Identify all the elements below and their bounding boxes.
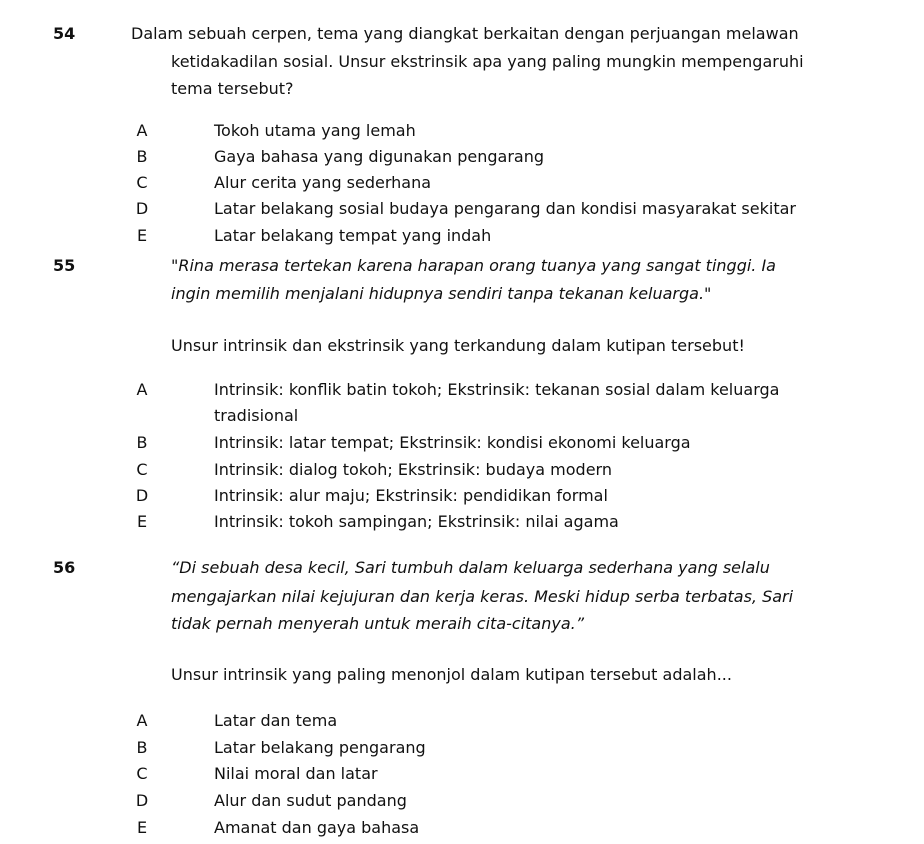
question-55-option-c: Intrinsik: dialog tokoh; Ekstrinsik: budaya modern bbox=[214, 460, 612, 479]
question-56-option-d: Alur dan sudut pandang bbox=[214, 791, 407, 810]
question-55-option-e: Intrinsik: tokoh sampingan; Ekstrinsik: nilai agama bbox=[214, 512, 619, 531]
question-56-prompt: Unsur intrinsik yang paling menonjol dalam kutipan tersebut adalah... bbox=[171, 665, 732, 684]
question-number-56: 56 bbox=[53, 558, 76, 577]
question-55-option-a-letter: A bbox=[136, 380, 148, 399]
question-56-quote-line-2: mengajarkan nilai kejujuran dan kerja keras. Meski hidup serba terbatas, Sari bbox=[171, 587, 794, 606]
question-56-quote-line-3: tidak pernah menyerah untuk meraih cita-citanya.” bbox=[171, 614, 585, 633]
question-55-option-e-letter: E bbox=[136, 512, 148, 531]
question-55-option-a-line-1: Intrinsik: konflik batin tokoh; Ekstrinsik: tekanan sosial dalam keluarga bbox=[214, 380, 780, 399]
question-number-54: 54 bbox=[53, 24, 76, 43]
question-54-option-b: Gaya bahasa yang digunakan pengarang bbox=[214, 147, 544, 166]
question-56-option-a-letter: A bbox=[136, 711, 148, 730]
question-56-option-b: Latar belakang pengarang bbox=[214, 738, 426, 757]
question-55-quote-line-2: ingin memilih menjalani hidupnya sendiri tanpa tekanan keluarga." bbox=[171, 284, 712, 303]
question-54-stem-line-2: ketidakadilan sosial. Unsur ekstrinsik apa yang paling mungkin mempengaruhi bbox=[171, 52, 804, 71]
question-54-stem-line-3: tema tersebut? bbox=[171, 79, 294, 98]
question-54-option-b-letter: B bbox=[136, 147, 148, 166]
question-55-prompt: Unsur intrinsik dan ekstrinsik yang terkandung dalam kutipan tersebut! bbox=[171, 336, 745, 355]
question-56-option-e-letter: E bbox=[136, 818, 148, 837]
question-54-stem-line-1: Dalam sebuah cerpen, tema yang diangkat berkaitan dengan perjuangan melawan bbox=[131, 24, 799, 43]
question-55-option-b-letter: B bbox=[136, 433, 148, 452]
question-54-option-c-letter: C bbox=[136, 173, 148, 192]
question-55-option-a-line-2: tradisional bbox=[214, 406, 299, 425]
question-55-quote-line-1: "Rina merasa tertekan karena harapan orang tuanya yang sangat tinggi. Ia bbox=[171, 256, 776, 275]
question-56-option-b-letter: B bbox=[136, 738, 148, 757]
question-56-option-a: Latar dan tema bbox=[214, 711, 338, 730]
question-54-option-a-letter: A bbox=[136, 121, 148, 140]
question-54-option-e-letter: E bbox=[136, 226, 148, 245]
question-55-option-b: Intrinsik: latar tempat; Ekstrinsik: kondisi ekonomi keluarga bbox=[214, 433, 691, 452]
question-55-option-c-letter: C bbox=[136, 460, 148, 479]
question-number-55: 55 bbox=[53, 256, 76, 275]
question-56-option-d-letter: D bbox=[135, 791, 149, 810]
question-56-quote-line-1: “Di sebuah desa kecil, Sari tumbuh dalam keluarga sederhana yang selalu bbox=[171, 558, 770, 577]
question-54-option-e: Latar belakang tempat yang indah bbox=[214, 226, 492, 245]
question-56-option-e: Amanat dan gaya bahasa bbox=[214, 818, 420, 837]
question-54-option-c: Alur cerita yang sederhana bbox=[214, 173, 432, 192]
question-55-option-d-letter: D bbox=[135, 486, 149, 505]
question-54-option-d-letter: D bbox=[135, 199, 149, 218]
question-56-option-c: Nilai moral dan latar bbox=[214, 764, 378, 783]
question-54-option-d: Latar belakang sosial budaya pengarang dan kondisi masyarakat sekitar bbox=[214, 199, 796, 218]
question-54-option-a: Tokoh utama yang lemah bbox=[214, 121, 416, 140]
question-56-option-c-letter: C bbox=[136, 764, 148, 783]
question-55-option-d: Intrinsik: alur maju; Ekstrinsik: pendidikan formal bbox=[214, 486, 608, 505]
